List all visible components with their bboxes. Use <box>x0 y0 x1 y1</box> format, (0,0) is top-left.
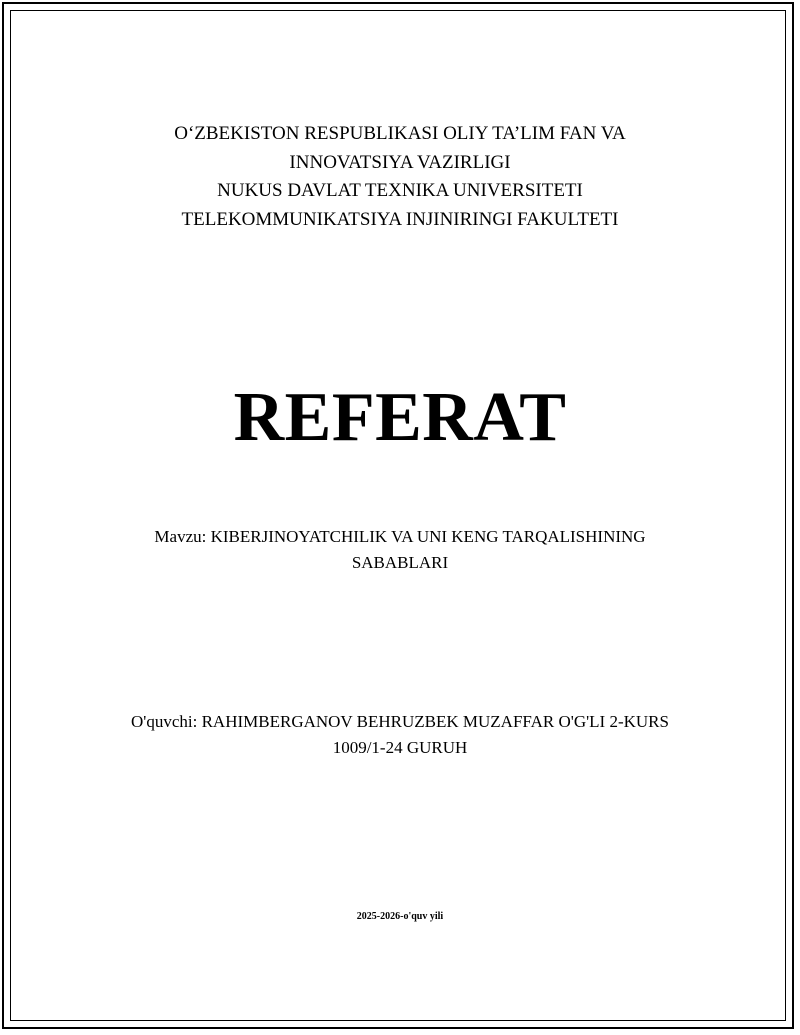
header-line-ministry-1: O‘ZBEKISTON RESPUBLIKASI OLIY TA’LIM FAN VA <box>174 123 626 144</box>
student-info: O'quvchi: RAHIMBERGANOV BEHRUZBEK MUZAFFAR O'G'LI 2-KURS 1009/1-24 GURUH <box>131 712 669 757</box>
academic-year: 2025-2026-o'quv yili <box>356 911 444 922</box>
topic-text: Mavzu: KIBERJINOYATCHILIK VA UNI KENG TARQALISHINING SABABLARI <box>154 527 646 572</box>
header-line-ministry-2: INNOVATSIYA VAZIRLIGI <box>289 151 511 173</box>
institution-header <box>0 120 800 234</box>
header-line-faculty: TELEKOMMUNIKATSIYA INJINIRINGI FAKULTETI <box>181 208 619 230</box>
document-title: REFERAT <box>233 379 567 456</box>
header-line-university: NUKUS DAVLAT TEXNIKA UNIVERSITETI <box>217 180 583 201</box>
